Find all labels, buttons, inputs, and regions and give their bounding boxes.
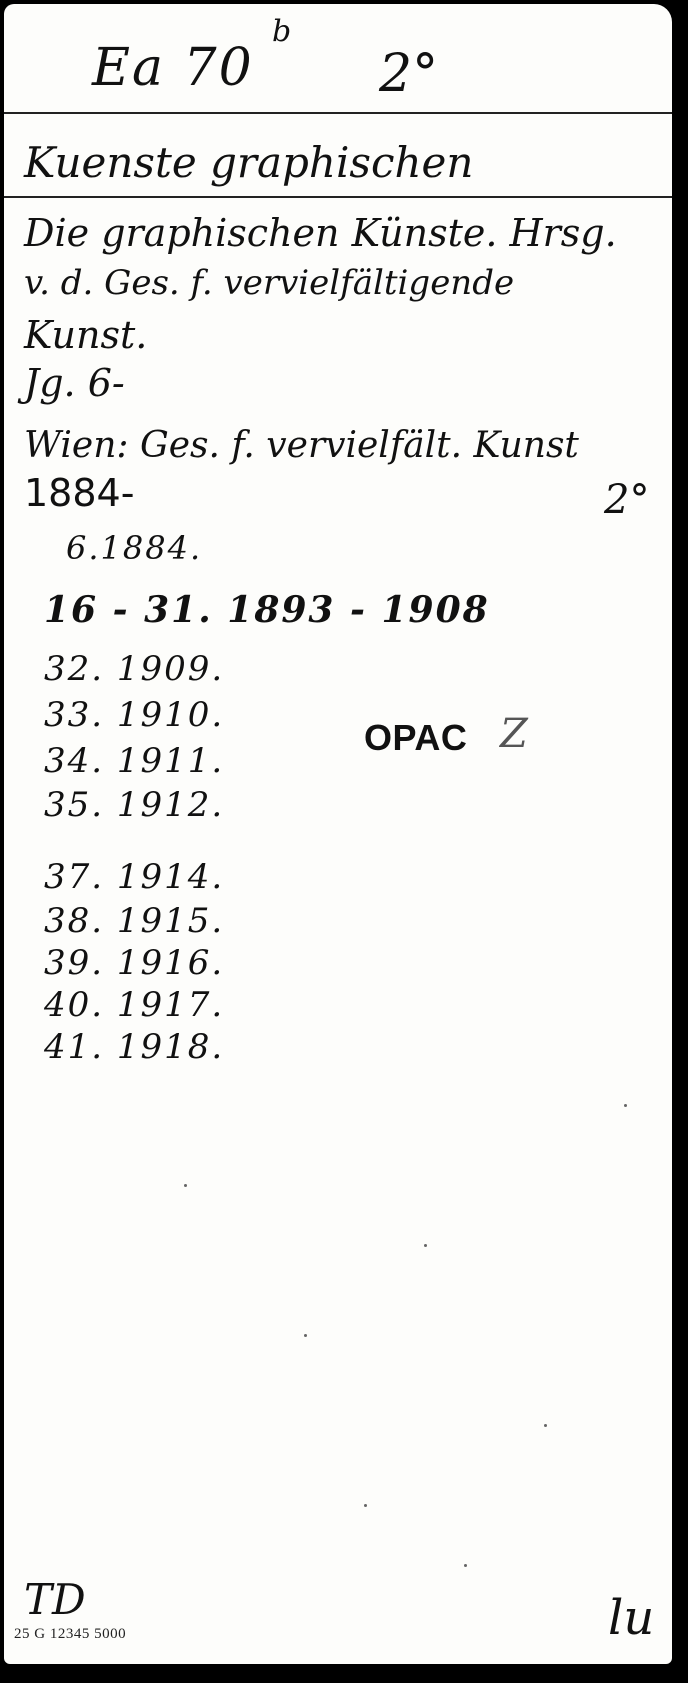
paper-speck xyxy=(424,1244,427,1247)
paper-speck xyxy=(544,1424,547,1427)
paper-speck xyxy=(464,1564,467,1567)
holding-item: 35. 1912. xyxy=(44,785,225,825)
call-number: Ea 70 xyxy=(92,38,254,98)
title-line-1: Die graphischen Künste. Hrsg. xyxy=(24,211,617,255)
initials-signature: lu xyxy=(608,1590,655,1646)
holding-item: 16 - 31. 1893 - 1908 xyxy=(44,589,490,631)
format-top: 2° xyxy=(379,44,439,104)
holding-item: 34. 1911. xyxy=(44,741,225,781)
footer-code: TD xyxy=(24,1575,86,1624)
footer-print: 25 G 12345 5000 xyxy=(14,1626,127,1642)
paper-speck xyxy=(184,1184,187,1187)
imprint: Wien: Ges. f. vervielfält. Kunst xyxy=(24,425,579,466)
format-right: 2° xyxy=(604,477,650,523)
holding-item: 39. 1916. xyxy=(44,943,225,983)
holding-item: 32. 1909. xyxy=(44,649,225,689)
title-line-3: Kunst. xyxy=(24,313,148,357)
header-rule-top xyxy=(4,112,672,114)
subject-heading: Kuenste graphischen xyxy=(24,138,474,187)
holding-item: 40. 1917. xyxy=(44,985,225,1025)
holding-item: 6.1884. xyxy=(66,529,203,567)
holding-item: 38. 1915. xyxy=(44,901,225,941)
header-rule-bottom xyxy=(4,196,672,198)
holding-item: 41. 1918. xyxy=(44,1027,225,1067)
holding-item: 33. 1910. xyxy=(44,695,225,735)
catalog-card xyxy=(4,4,672,1664)
opac-mark: Z xyxy=(500,711,528,757)
year-range: Jg. 6- xyxy=(24,361,125,405)
paper-speck xyxy=(624,1104,627,1107)
paper-speck xyxy=(304,1334,307,1337)
paper-speck xyxy=(364,1504,367,1507)
opac-stamp: OPAC xyxy=(364,717,468,758)
title-line-2: v. d. Ges. f. vervielfältigende xyxy=(24,263,515,303)
call-number-suffix: b xyxy=(272,14,292,49)
holding-item: 37. 1914. xyxy=(44,857,225,897)
start-year: 1884- xyxy=(24,471,135,515)
